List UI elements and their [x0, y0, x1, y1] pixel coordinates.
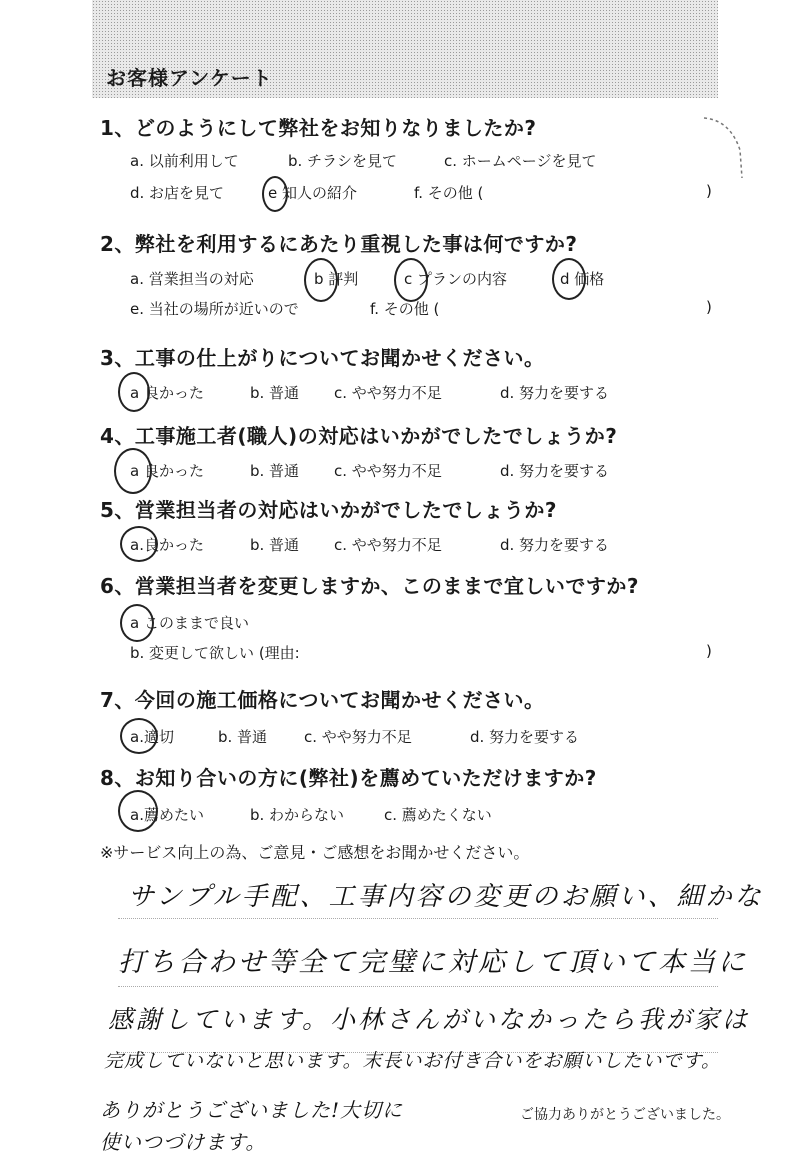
q1-option-f[interactable]: f. その他 ( — [414, 184, 484, 202]
q2-option-c[interactable]: c プランの内容 — [404, 270, 508, 288]
question-6: 6、営業担当者を変更しますか、このままで宜しいですか? — [100, 574, 640, 598]
q1-paren-close: ) — [706, 182, 712, 200]
q1-option-a[interactable]: a. 以前利用して — [130, 152, 239, 170]
q2-option-f[interactable]: f. その他 ( — [370, 300, 440, 318]
comment-prompt: ※サービス向上の為、ご意見・ご感想をお聞かせください。 — [100, 843, 530, 862]
q7-option-a[interactable]: a.適切 — [130, 728, 174, 746]
q1-option-e[interactable]: e 知人の紹介 — [268, 184, 357, 202]
answer-circle — [304, 258, 338, 302]
divider — [118, 986, 718, 987]
answer-circle — [262, 176, 288, 212]
question-2: 2、弊社を利用するにあたり重視した事は何ですか? — [100, 232, 578, 256]
q1-option-c[interactable]: c. ホームページを見て — [444, 152, 597, 170]
q1-option-b[interactable]: b. チラシを見て — [288, 152, 398, 170]
handwritten-comment-line-3: 感謝しています。小林さんがいなかったら我が家は — [108, 1005, 751, 1034]
q3-option-a[interactable]: a 良かった — [130, 384, 204, 402]
q6-option-a[interactable]: a このままで良い — [130, 614, 249, 632]
q2-option-a[interactable]: a. 営業担当の対応 — [130, 270, 254, 288]
q4-option-c[interactable]: c. やや努力不足 — [334, 462, 442, 480]
question-8: 8、お知り合いの方に(弊社)を薦めていただけますか? — [100, 766, 597, 790]
q3-option-d[interactable]: d. 努力を要する — [500, 384, 610, 402]
q5-option-b[interactable]: b. 普通 — [250, 536, 300, 554]
divider — [118, 918, 718, 919]
question-1: 1、どのようにして弊社をお知りなりましたか? — [100, 116, 537, 140]
q3-option-c[interactable]: c. やや努力不足 — [334, 384, 442, 402]
q7-option-c[interactable]: c. やや努力不足 — [304, 728, 412, 746]
answer-circle — [114, 448, 152, 494]
q6-paren-close: ) — [706, 642, 712, 660]
handwritten-comment-line-5: ありがとうございました!大切に — [100, 1098, 404, 1122]
handwritten-comment-line-2: 打ち合わせ等全て完璧に対応して頂いて本当に — [118, 947, 748, 978]
q3-option-b[interactable]: b. 普通 — [250, 384, 300, 402]
corner-scribble — [700, 110, 748, 180]
q5-option-c[interactable]: c. やや努力不足 — [334, 536, 442, 554]
q4-option-a[interactable]: a 良かった — [130, 462, 204, 480]
q2-option-b[interactable]: b 評判 — [314, 270, 359, 288]
answer-circle — [394, 258, 428, 302]
question-7: 7、今回の施工価格についてお聞かせください。 — [100, 688, 545, 712]
answer-circle — [120, 718, 158, 754]
thanks-note: ご協力ありがとうございました。 — [520, 1107, 730, 1123]
q7-option-b[interactable]: b. 普通 — [218, 728, 268, 746]
question-4: 4、工事施工者(職人)の対応はいかがでしたでしょうか? — [100, 424, 618, 448]
answer-circle — [552, 258, 586, 300]
answer-circle — [118, 790, 158, 832]
q8-option-c[interactable]: c. 薦めたくない — [384, 806, 492, 824]
q4-option-b[interactable]: b. 普通 — [250, 462, 300, 480]
handwritten-comment-line-4: 完成していないと思います。末長いお付き合いをお願いしたいです。 — [104, 1050, 721, 1072]
q1-option-d[interactable]: d. お店を見て — [130, 184, 225, 202]
question-5: 5、営業担当者の対応はいかがでしたでしょうか? — [100, 498, 558, 522]
answer-circle — [118, 372, 150, 412]
q2-option-e[interactable]: e. 当社の場所が近いので — [130, 300, 299, 318]
q2-paren-close: ) — [706, 298, 712, 316]
answer-circle — [120, 604, 154, 642]
handwritten-comment-line-1: サンプル手配、工事内容の変更のお願い、細かな — [128, 882, 764, 912]
q4-option-d[interactable]: d. 努力を要する — [500, 462, 610, 480]
page-title: お客様アンケート — [106, 66, 273, 90]
handwritten-comment-line-6: 使いつづけます。 — [100, 1130, 267, 1154]
q5-option-a[interactable]: a.良かった — [130, 536, 204, 554]
q2-option-d[interactable]: d 価格 — [560, 270, 605, 288]
q5-option-d[interactable]: d. 努力を要する — [500, 536, 610, 554]
answer-circle — [120, 526, 158, 562]
question-3: 3、工事の仕上がりについてお聞かせください。 — [100, 346, 545, 370]
q8-option-b[interactable]: b. わからない — [250, 806, 345, 824]
q8-option-a[interactable]: a.薦めたい — [130, 806, 204, 824]
q7-option-d[interactable]: d. 努力を要する — [470, 728, 580, 746]
q6-option-b[interactable]: b. 変更して欲しい (理由: — [130, 644, 300, 662]
